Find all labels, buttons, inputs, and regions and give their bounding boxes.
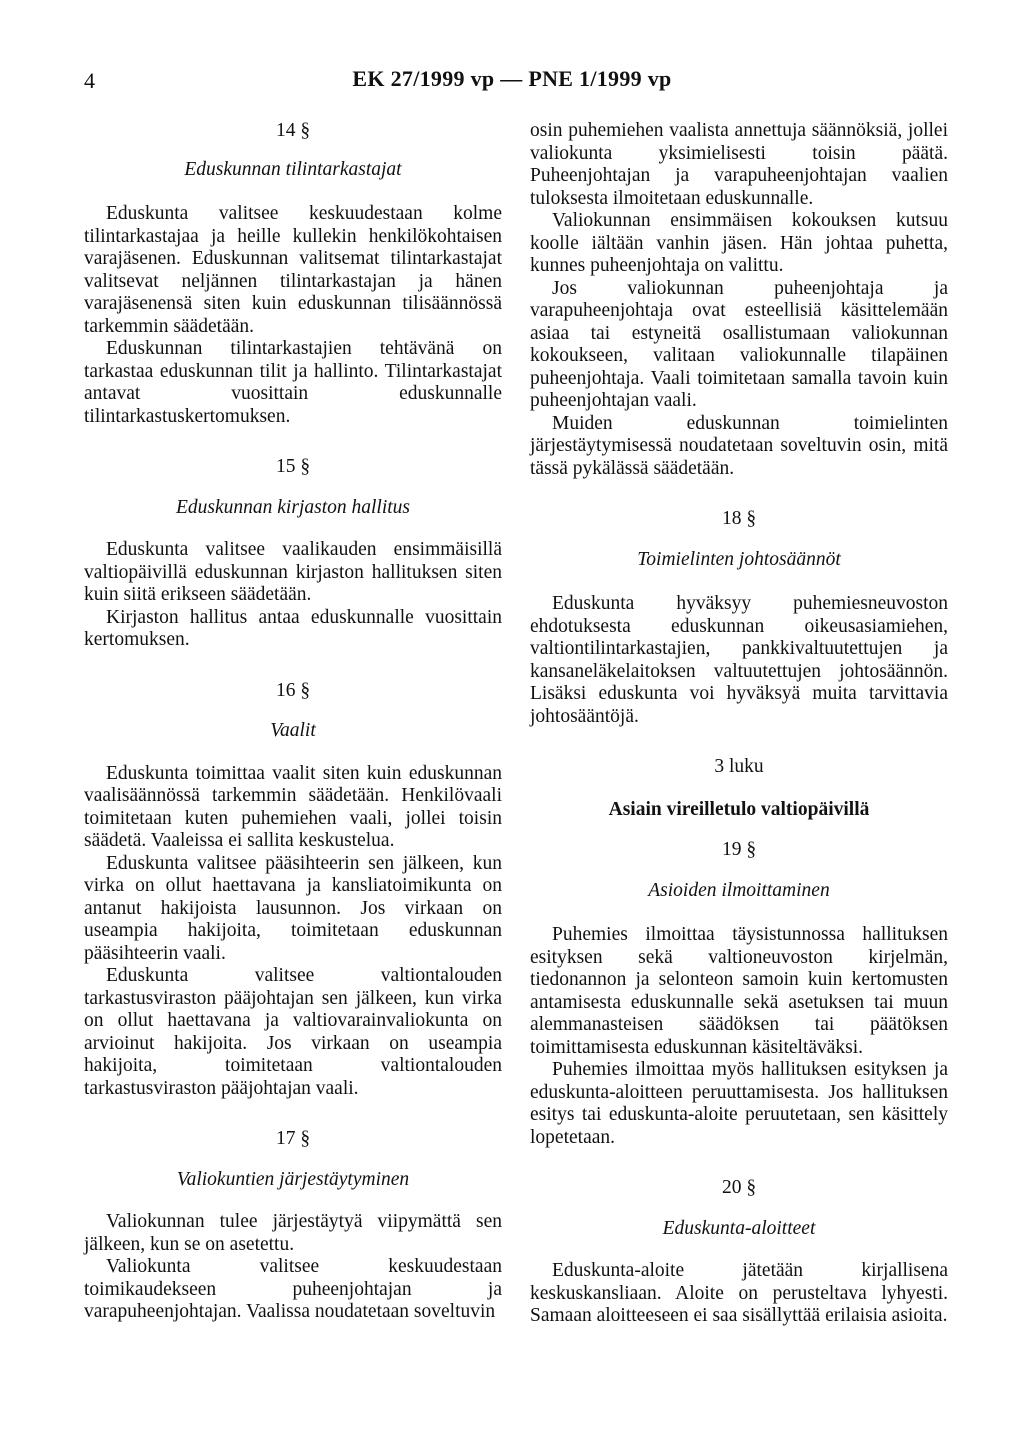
- section-number: 18 §: [721, 508, 757, 529]
- left-column: [84, 120, 502, 1324]
- paragraph: Valiokunnan tulee järjestäytyä viipymättä sen jälkeen, kun se on asetettu.: [84, 1211, 502, 1255]
- running-head: EK 27/1999 vp — PNE 1/1999 vp: [352, 66, 672, 91]
- section-number: 19 §: [721, 839, 757, 860]
- paragraph: Muiden eduskunnan toimielinten järjestäytymisessä noudatetaan soveltuvin osin, mitä tässä pykälässä säädetään.: [530, 412, 948, 479]
- section-number: 17 §: [275, 1128, 311, 1149]
- section-title: Toimielinten johtosäännöt: [637, 548, 841, 570]
- paragraph: Eduskunta valitsee vaalikauden ensimmäisillä valtiopäivillä eduskunnan kirjaston hallituksen siten kuin siitä erikseen säädetään.: [84, 539, 502, 605]
- section-title: Asioiden ilmoittaminen: [648, 879, 830, 901]
- section-title: Eduskunnan tilintarkastajat: [184, 158, 402, 180]
- paragraph: Puhemies ilmoittaa myös hallituksen esityksen ja eduskunta-aloitteen peruuttamisesta. Jos hallituksen esitys tai eduskunta-aloite peruutetaan, sen käsittely lopetetaan.: [530, 1059, 948, 1148]
- section-number: 16 §: [275, 679, 311, 701]
- section-19: [530, 839, 948, 1149]
- paragraph: Eduskunta toimittaa vaalit siten kuin eduskunnan vaalisäännössä tarkemmin säädetään. Henkilövaali toimitetaan kuten puhemiehen vaali, jollei toisin säädetä. Vaaleissa ei sallita keskustelua.: [84, 762, 502, 851]
- section-16: [84, 680, 502, 1101]
- paragraph: Eduskunnan tilintarkastajien tehtävänä on tarkastaa eduskunnan tilit ja hallinto. Tilintarkastajat antavat vuosittain eduskunnalle tilintarkastuskertomuksen.: [84, 338, 502, 427]
- section-17-continued: [530, 120, 948, 480]
- paragraph: Eduskunta hyväksyy puhemiesneuvoston ehdotuksesta eduskunnan oikeusasiamiehen, valtiontilintarkastajien, pankkivaltuutettujen ja kansaneläkelaitoksen valtuutettujen johtosäännön. Lisäksi eduskunta voi hyväksyä muita tarvittavia johtosääntöjä.: [530, 593, 948, 727]
- paragraph: Eduskunta valitsee keskuudestaan kolme tilintarkastajaa ja heille kullekin henkilökohtaisen varajäsenen. Eduskunnan valitsemat tilintarkastajat valitsevat neljännen tilintarkastajan ja hänen varajäsenensä siten kuin eduskunnan tilisäännössä tarkemmin säädetään.: [84, 203, 502, 337]
- chapter-title: Asiain vireilletulo valtiopäivillä: [608, 798, 870, 820]
- paragraph: Puhemies ilmoittaa täysistunnossa hallituksen esityksen sekä valtioneuvoston kirjelmän, tiedonannon ja selonteon samoin kuin kertomusten antamisesta eduskunnalle sekä asetuksen tai muun alemmanasteisen säädöksen tai päätöksen toimittamisesta eduskunnan käsiteltäväksi.: [530, 924, 948, 1058]
- section-title: Eduskunnan kirjaston hallitus: [176, 496, 410, 518]
- paragraph: Valiokunnan ensimmäisen kokouksen kutsuu koolle iältään vanhin jäsen. Hän johtaa puhetta, kunnes puheenjohtaja on valittu.: [530, 210, 948, 276]
- paragraph: Eduskunta valitsee valtiontalouden tarkastusviraston pääjohtajan sen jälkeen, kun virka on ollut haettavana ja valtiovarainvaliokunta on arvioinut hakijoita. Jos virkaan on useampia hakijoita, toimitetaan valtiontalouden tarkastusviraston pääjohtajan vaali.: [84, 965, 502, 1099]
- chapter-3: [530, 756, 948, 821]
- page-number: 4: [84, 68, 95, 93]
- section-number: 20 §: [721, 1177, 757, 1198]
- section-title: Vaalit: [270, 720, 316, 741]
- section-14: [84, 120, 502, 428]
- section-18: [530, 508, 948, 728]
- section-number: 15 §: [275, 456, 311, 477]
- right-column: [530, 120, 948, 1328]
- paragraph: Jos valiokunnan puheenjohtaja ja varapuheenjohtaja ovat esteellisiä käsittelemään asiaa tai estyneitä osallistumaan valiokunnan kokoukseen, valitaan valiokunnalle tilapäinen puheenjohtaja. Vaali toimitetaan samalla tavoin kuin puheenjohtajan vaali.: [530, 277, 948, 411]
- chapter-number: 3 luku: [714, 756, 764, 777]
- section-17: [84, 1128, 502, 1324]
- paragraph: Eduskunta-aloite jätetään kirjallisena keskuskansliaan. Aloite on perusteltava lyhyesti. Samaan aloitteeseen ei saa sisällyttää erilaisia asioita.: [530, 1260, 948, 1326]
- paragraph: osin puhemiehen vaalista annettuja säännöksiä, jollei valiokunta yksimielisesti toisin päätä. Puheenjohtajan ja varapuheenjohtajan vaalien tuloksesta ilmoitetaan eduskunnalle.: [530, 120, 948, 209]
- paragraph: Kirjaston hallitus antaa eduskunnalle vuosittain kertomuksen.: [84, 606, 502, 650]
- section-title: Eduskunta-aloitteet: [662, 1217, 816, 1239]
- paragraph: Valiokunta valitsee keskuudestaan toimikaudekseen puheenjohtajan ja varapuheenjohtajan. Vaalissa noudatetaan soveltuvin: [84, 1256, 502, 1322]
- section-15: [84, 456, 502, 652]
- section-title: Valiokuntien järjestäytyminen: [176, 1168, 410, 1190]
- paragraph: Eduskunta valitsee pääsihteerin sen jälkeen, kun virka on ollut haettavana ja kansliatoimikunta on antanut hakijoista lausunnon. Jos virkaan on useampia hakijoita, toimitetaan eduskunnan pääsihteerin vaali.: [84, 852, 502, 964]
- section-number: 14 §: [275, 120, 311, 141]
- section-20: [530, 1177, 948, 1328]
